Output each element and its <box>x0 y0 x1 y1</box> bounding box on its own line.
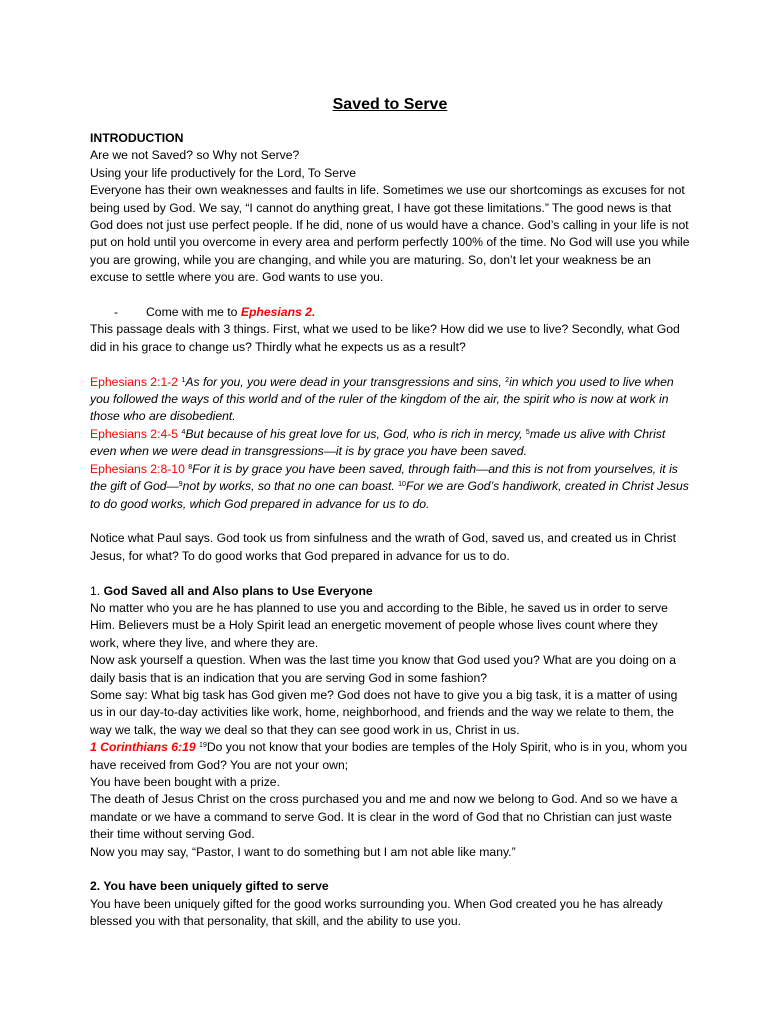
section-1-heading <box>90 583 690 600</box>
verse-text: For it is by grace you have been saved, through faith—and this is not from yourselves, it is the gift of God— <box>90 461 678 494</box>
intro-line-1: Are we not Saved? so Why not Serve? <box>90 148 300 163</box>
document-body <box>90 94 690 931</box>
section-2-heading: 2. You have been uniquely gifted to serve <box>90 879 329 894</box>
section-1-paragraph-3: Some say: What big task has God given me? God does not have to give you a big task, it is a matter of using us in our day-to-day activities like work, home, neighborhood, and friends and the way we relate to them, the way we talk, the way we deal so that they can see good work in us, Christ in us. <box>90 687 678 737</box>
verse-text: For we are God’s handiwork, created in Christ Jesus to do good works, which God prepared in advance for us to do. <box>90 479 689 511</box>
intro-line-2: Using your life productively for the Lord, To Serve <box>90 165 356 180</box>
come-with-me-bullet <box>90 304 690 321</box>
verse-number: 19 <box>199 742 207 750</box>
verse-text: Do you not know that your bodies are temples of the Holy Spirit, who is in you, whom you have received from God? You are not your own; <box>90 740 688 772</box>
verse-block-2 <box>90 426 690 461</box>
bullet-reference: Ephesians 2. <box>240 305 316 320</box>
verse-text: made us alive with Christ even when we were dead in transgressions—it is by grace you have been saved. <box>90 426 666 459</box>
corinthians-verse <box>90 739 690 774</box>
verse-reference: Ephesians 2:8-10 <box>90 461 185 476</box>
section-title: God Saved all and Also plans to Use Everyone <box>103 583 373 598</box>
page-title: Saved to Serve <box>332 96 448 113</box>
verse-reference: Ephesians 2:4-5 <box>90 426 179 441</box>
verse-number: 8 <box>188 463 193 471</box>
verse-reference: Ephesians 2:1-2 <box>90 374 179 389</box>
verse-number: 9 <box>178 481 183 489</box>
section-number: 1. <box>90 583 104 598</box>
section-2-paragraph-1: You have been uniquely gifted for the good works surrounding you. When God created you he has already blessed you with that personality, that skill, and the ability to use you. <box>90 896 663 929</box>
section-1-paragraph-6: Now you may say, “Pastor, I want to do something but I am not able like many.” <box>90 844 516 859</box>
verse-reference: 1 Corinthians 6:19 <box>90 740 196 755</box>
section-1-paragraph-2: Now ask yourself a question. When was the last time you know that God used you? What are you doing on a daily basis that is an indication that you are serving God in some fashion? <box>90 653 676 685</box>
spacer <box>90 513 690 530</box>
section-1-paragraph-1: No matter who you are he has planned to use you and according to the Bible, he saved us in order to serve Him. Believers must be a Holy Spirit lead an energetic movement of people whose lives count where they work, where they live, and where they are. <box>90 600 668 650</box>
verse-number: 4 <box>181 428 186 436</box>
verse-number: 10 <box>398 481 406 489</box>
spacer <box>90 356 690 373</box>
verse-number: 5 <box>525 428 530 436</box>
spacer <box>90 287 690 304</box>
verse-block-1 <box>90 374 690 426</box>
intro-heading: INTRODUCTION <box>90 131 184 145</box>
verse-text: in which you used to live when you followed the ways of this world and of the ruler of the kingdom of the air, the spirit who is now at work in those who are disobedient. <box>90 374 674 424</box>
section-1-paragraph-5: The death of Jesus Christ on the cross purchased you and me and now we belong to God. And so we have a mandate or we have a command to serve God. It is clear in the word of God that no Christian can just waste their time without serving God. <box>90 792 678 842</box>
verse-block-3 <box>90 461 690 513</box>
spacer <box>90 565 690 582</box>
verse-number: 2 <box>505 376 510 384</box>
bullet-prefix: Come with me to <box>146 305 241 320</box>
bullet-dash: - <box>114 305 119 320</box>
intro-paragraph: Everyone has their own weaknesses and faults in life. Sometimes we use our shortcomings as excuses for not being used by God. We say, “I cannot do anything great, I have got these limitations.” The good news is that God does not just use perfect people. If he did, none of us would have a chance. God’s calling in your life is not put on hold until you overcome in every area and perform perfectly 100% of the time. No God will use you while you are growing, while you are changing, and while you are maturing. So, don’t let your weakness be an excuse to settle where you are. God wants to use you. <box>90 183 690 285</box>
verse-text: But because of his great love for us, God, who is rich in mercy, <box>185 426 523 441</box>
verse-text: not by works, so that no one can boast. <box>182 479 395 494</box>
notice-paragraph: Notice what Paul says. God took us from sinfulness and the wrath of God, saved us, and created us in Christ Jesus, for what? To do good works that God prepared in advance for us to do. <box>90 531 676 563</box>
verse-text: As for you, you were dead in your transgressions and sins, <box>185 374 502 389</box>
verse-number: 1 <box>181 376 186 384</box>
spacer <box>90 861 690 878</box>
section-1-paragraph-4: You have been bought with a prize. <box>90 774 280 789</box>
passage-intro: This passage deals with 3 things. First, what we used to be like? How did we use to live? Secondly, what God did in his grace to change us? Thirdly what he expects us as a result? <box>90 322 680 354</box>
